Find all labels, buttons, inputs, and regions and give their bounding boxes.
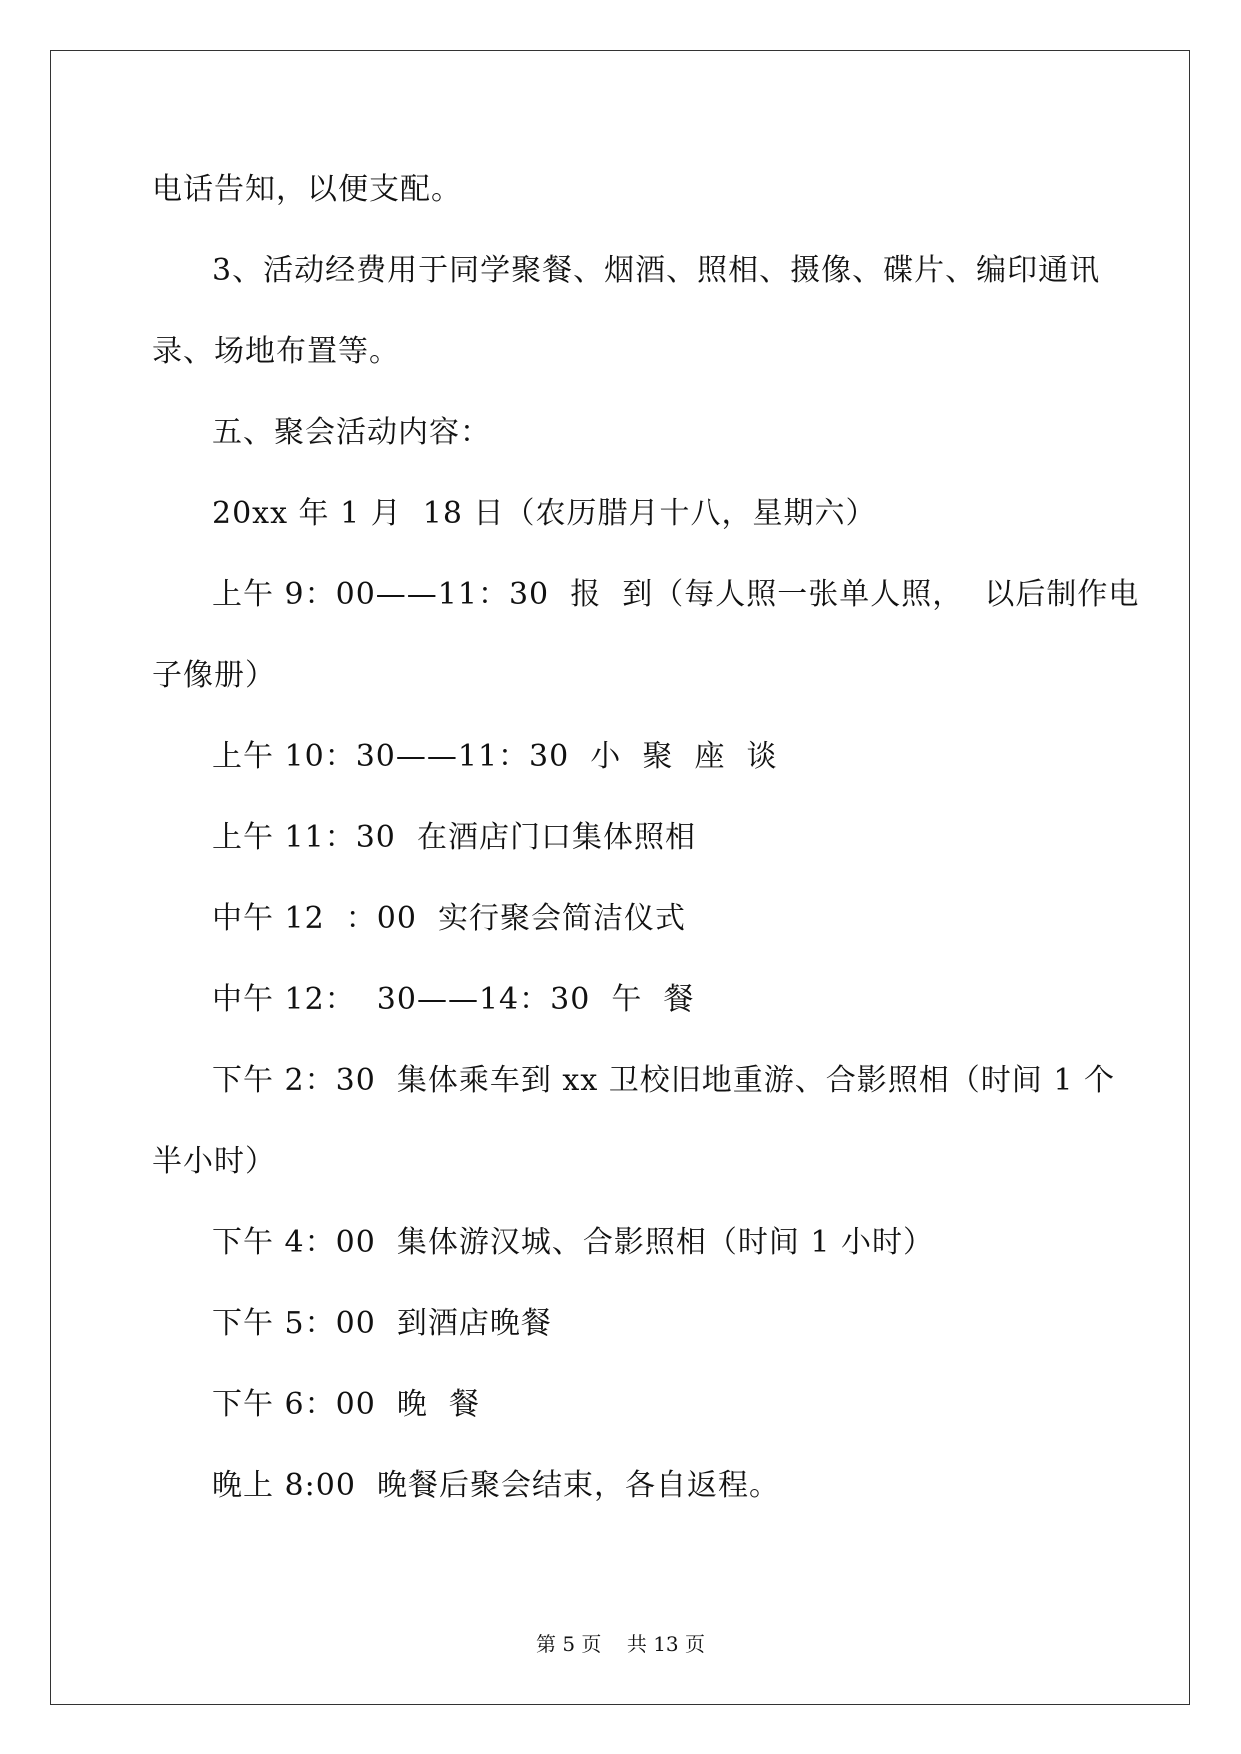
schedule-line: 下午 2：30 集体乘车到 xx 卫校旧地重游、合影照相（时间 1 个	[212, 1063, 1115, 1098]
schedule-line: 上午 11：30 在酒店门口集体照相	[212, 820, 696, 855]
body-line: 20xx 年 1 月 18 日（农历腊月十八，星期六）	[212, 496, 877, 531]
body-line: 电话告知，以便支配。	[152, 172, 462, 207]
schedule-line: 半小时）	[152, 1144, 276, 1179]
page-number-footer: 第 5 页 共 13 页	[535, 1632, 706, 1656]
body-line: 3、活动经费用于同学聚餐、烟酒、照相、摄像、碟片、编印通讯	[212, 253, 1101, 288]
section-heading: 五、聚会活动内容：	[212, 415, 491, 450]
body-line: 录、场地布置等。	[152, 334, 400, 369]
schedule-line: 中午 12： 30——14：30 午 餐	[212, 982, 695, 1017]
schedule-line: 上午 10：30——11：30 小 聚 座 谈	[212, 739, 778, 774]
schedule-line: 晚上 8:00 晚餐后聚会结束，各自返程。	[212, 1468, 780, 1503]
schedule-line: 下午 4：00 集体游汉城、合影照相（时间 1 小时）	[212, 1225, 935, 1260]
schedule-line: 下午 5：00 到酒店晚餐	[212, 1306, 552, 1341]
schedule-line: 子像册）	[152, 658, 276, 693]
page-frame	[50, 50, 1190, 1705]
schedule-line: 下午 6：00 晚 餐	[212, 1387, 480, 1422]
schedule-line: 上午 9：00——11：30 报 到（每人照一张单人照， 以后制作电	[212, 577, 1140, 612]
schedule-line: 中午 12 ：00 实行聚会简洁仪式	[212, 901, 687, 936]
